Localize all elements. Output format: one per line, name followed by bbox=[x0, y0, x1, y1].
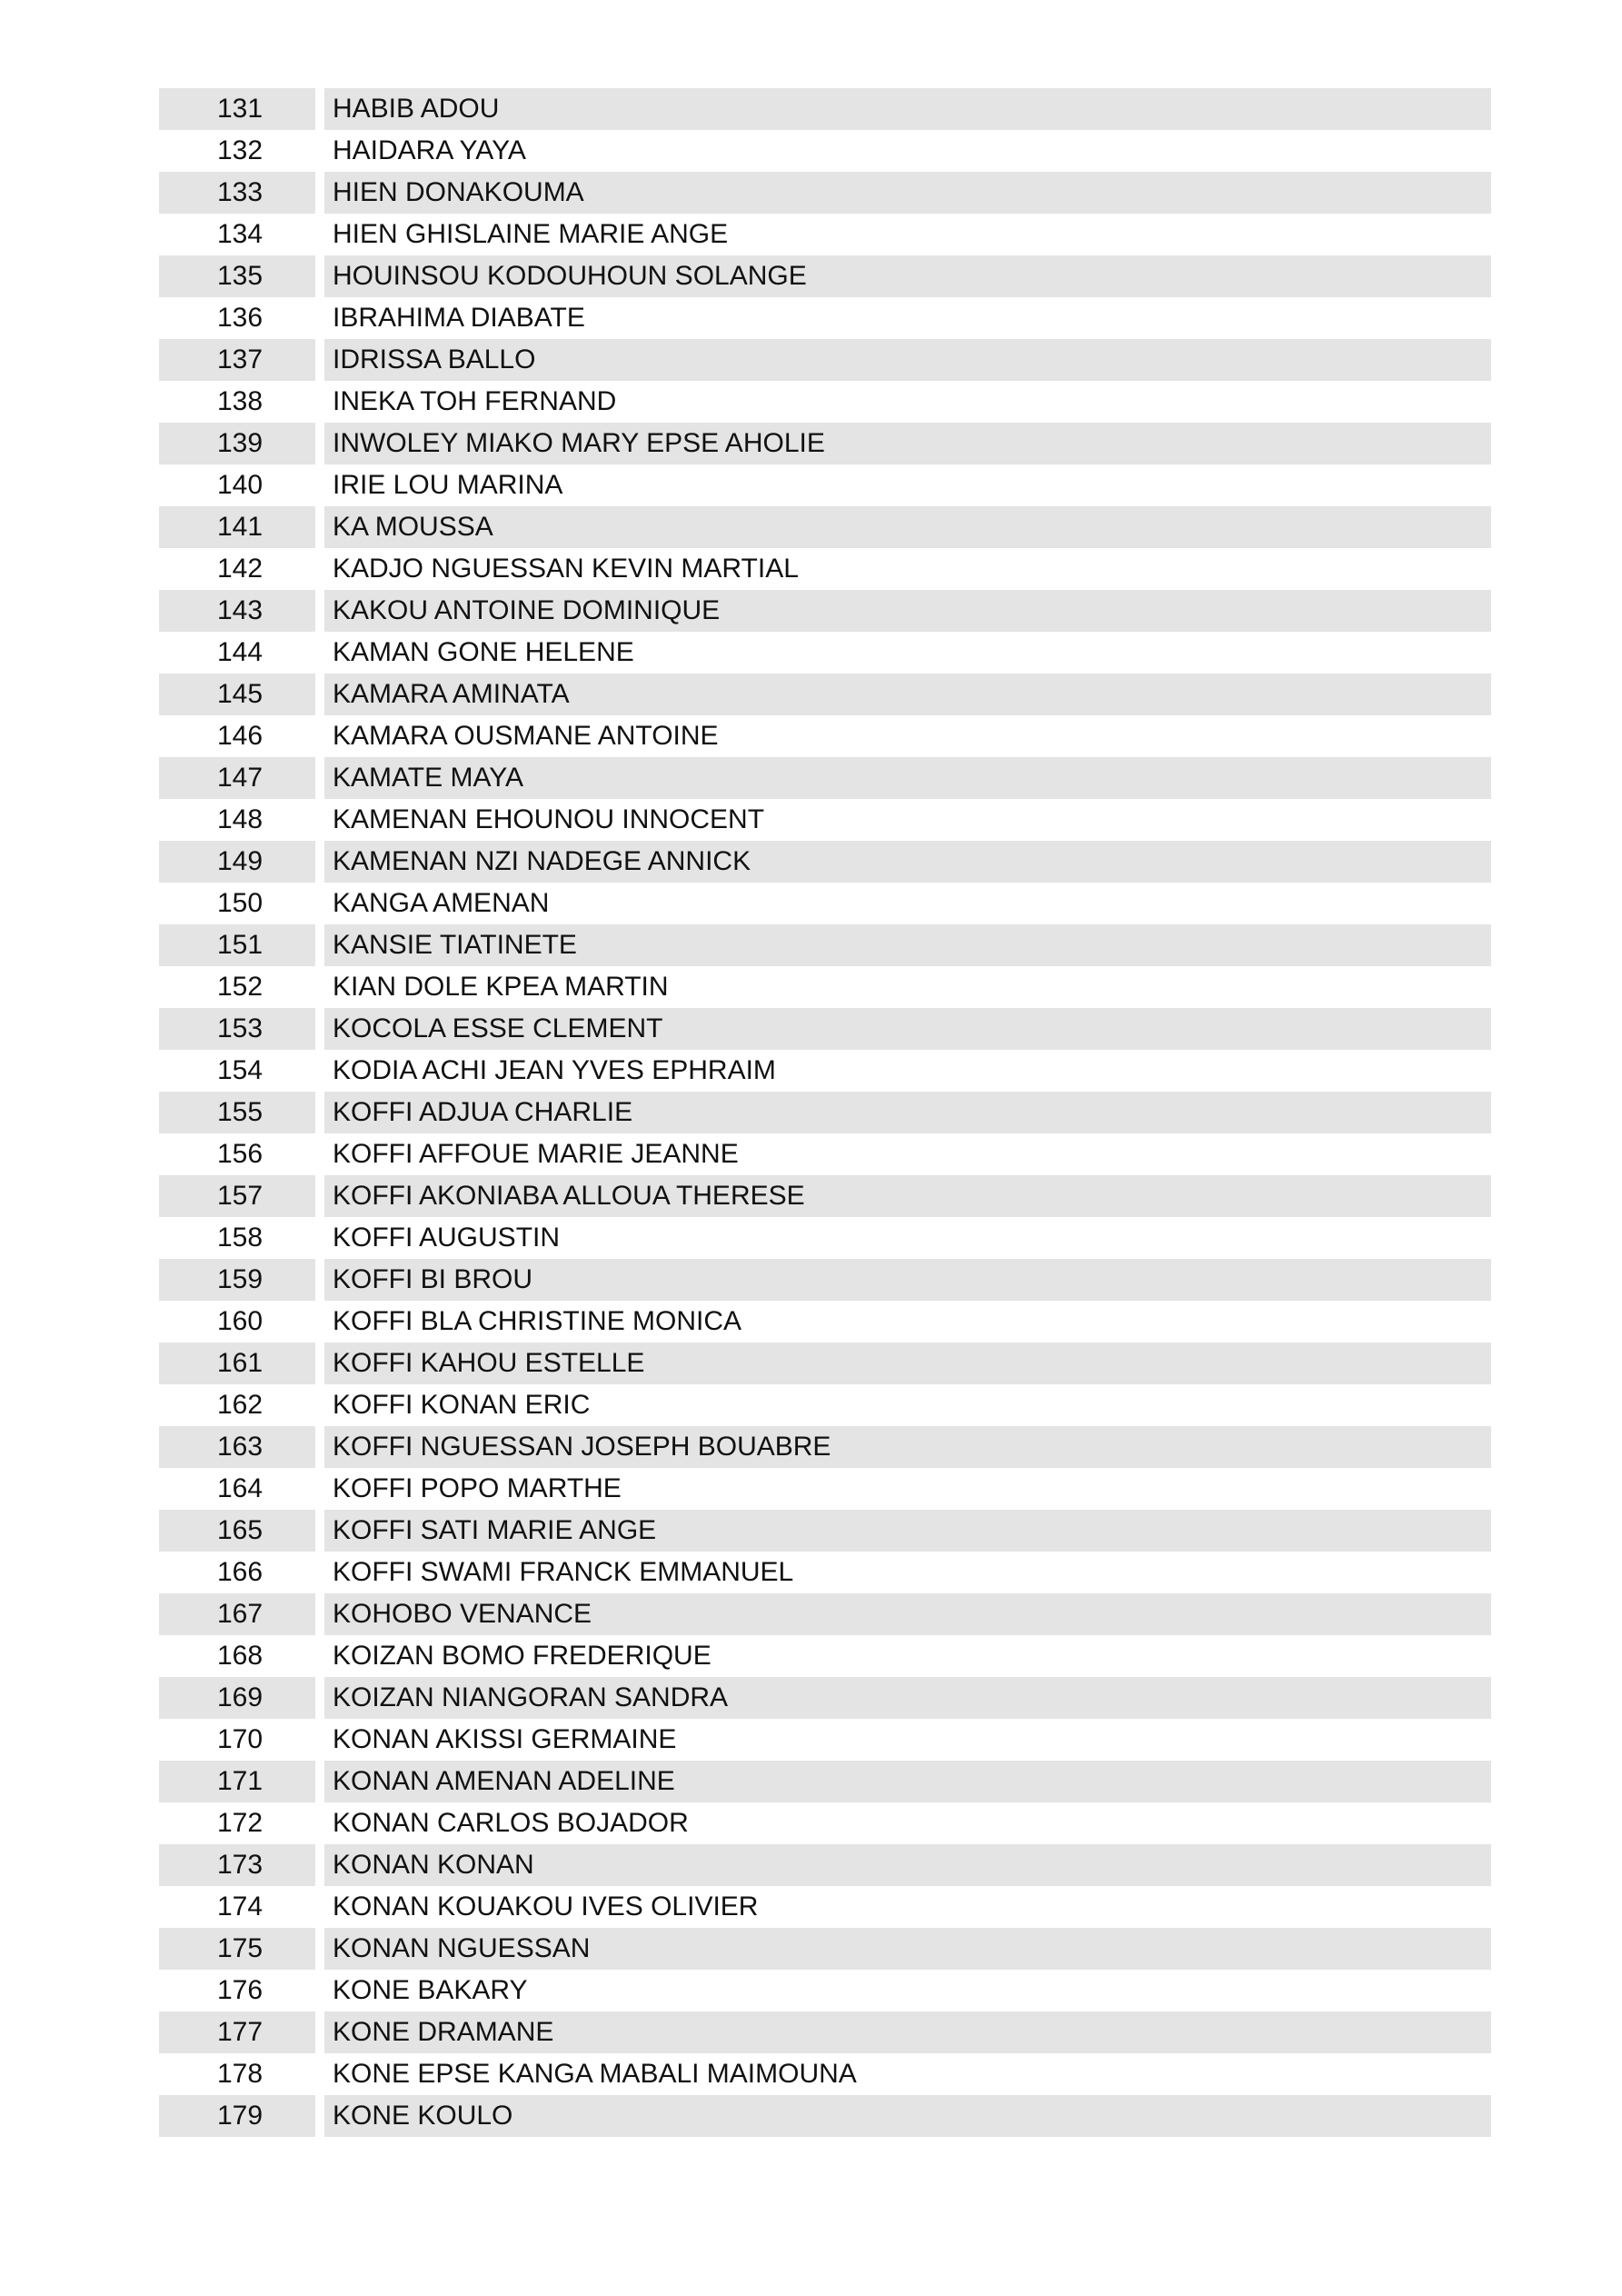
list-item bbox=[159, 1510, 1491, 1552]
entry-number: 176 bbox=[216, 1975, 264, 2005]
entry-number: 157 bbox=[159, 1175, 315, 1217]
list-item bbox=[159, 381, 1491, 423]
entry-name: KONAN NGUESSAN bbox=[324, 1928, 1491, 1970]
list-item bbox=[159, 1468, 1491, 1510]
list-item bbox=[159, 1133, 1491, 1175]
entry-number: 177 bbox=[159, 2011, 315, 2053]
entry-number: 179 bbox=[159, 2095, 315, 2137]
entry-name: KANGA AMENAN bbox=[333, 888, 550, 918]
list-item bbox=[159, 1426, 1491, 1468]
entry-name: KONAN CARLOS BOJADOR bbox=[333, 1808, 689, 1838]
entry-number: 144 bbox=[216, 637, 264, 667]
list-item bbox=[159, 255, 1491, 297]
entry-name: KOFFI BLA CHRISTINE MONICA bbox=[333, 1306, 742, 1336]
entry-name: KONAN AMENAN ADELINE bbox=[324, 1761, 1491, 1802]
list-item bbox=[159, 130, 1491, 172]
entry-name: KOFFI NGUESSAN JOSEPH BOUABRE bbox=[324, 1426, 1491, 1468]
entry-number: 156 bbox=[216, 1139, 264, 1169]
entry-number: 136 bbox=[216, 303, 264, 333]
entry-name: KOFFI KONAN ERIC bbox=[333, 1390, 591, 1420]
entry-name: KOIZAN NIANGORAN SANDRA bbox=[324, 1677, 1491, 1719]
entry-number: 152 bbox=[216, 972, 264, 1002]
entry-number: 164 bbox=[216, 1473, 264, 1503]
entry-name: KOCOLA ESSE CLEMENT bbox=[324, 1008, 1491, 1050]
entry-number: 166 bbox=[216, 1557, 264, 1587]
entry-number: 150 bbox=[216, 888, 264, 918]
entry-number: 133 bbox=[159, 172, 315, 214]
entry-number: 161 bbox=[159, 1343, 315, 1384]
entry-number: 158 bbox=[216, 1223, 264, 1253]
entry-name: KAKOU ANTOINE DOMINIQUE bbox=[324, 590, 1491, 632]
list-item bbox=[159, 297, 1491, 339]
list-item bbox=[159, 1677, 1491, 1719]
entry-number: 139 bbox=[159, 423, 315, 464]
entry-number: 159 bbox=[159, 1259, 315, 1301]
entry-name: KOFFI POPO MARTHE bbox=[333, 1473, 622, 1503]
entry-number: 148 bbox=[216, 804, 264, 834]
entry-number: 170 bbox=[216, 1724, 264, 1754]
list-item bbox=[159, 1635, 1491, 1677]
list-item bbox=[159, 1719, 1491, 1761]
name-list bbox=[159, 88, 1491, 2137]
list-item bbox=[159, 799, 1491, 841]
entry-name: KONAN AKISSI GERMAINE bbox=[333, 1724, 677, 1754]
list-item bbox=[159, 966, 1491, 1008]
entry-name: KOFFI BI BROU bbox=[324, 1259, 1491, 1301]
entry-name: KA MOUSSA bbox=[324, 506, 1491, 548]
entry-number: 140 bbox=[216, 470, 264, 500]
list-item bbox=[159, 2011, 1491, 2053]
entry-number: 149 bbox=[159, 841, 315, 883]
entry-name: HABIB ADOU bbox=[324, 88, 1491, 130]
entry-number: 154 bbox=[216, 1055, 264, 1085]
entry-name: KONE DRAMANE bbox=[324, 2011, 1491, 2053]
entry-name: HOUINSOU KODOUHOUN SOLANGE bbox=[324, 255, 1491, 297]
entry-number: 173 bbox=[159, 1844, 315, 1886]
list-item bbox=[159, 423, 1491, 464]
entry-number: 167 bbox=[159, 1593, 315, 1635]
entry-name: KONAN KONAN bbox=[324, 1844, 1491, 1886]
entry-name: INWOLEY MIAKO MARY EPSE AHOLIE bbox=[324, 423, 1491, 464]
entry-name: INEKA TOH FERNAND bbox=[333, 386, 617, 416]
list-item bbox=[159, 172, 1491, 214]
list-item bbox=[159, 1092, 1491, 1133]
entry-name: KAMENAN EHOUNOU INNOCENT bbox=[333, 804, 765, 834]
entry-number: 178 bbox=[216, 2059, 264, 2089]
entry-name: KODIA ACHI JEAN YVES EPHRAIM bbox=[333, 1055, 776, 1085]
entry-number: 132 bbox=[216, 135, 264, 165]
list-item bbox=[159, 674, 1491, 715]
entry-number: 165 bbox=[159, 1510, 315, 1552]
entry-name: KAMAN GONE HELENE bbox=[333, 637, 634, 667]
list-item bbox=[159, 2095, 1491, 2137]
entry-name: IBRAHIMA DIABATE bbox=[333, 303, 585, 333]
entry-name: HIEN GHISLAINE MARIE ANGE bbox=[333, 219, 729, 249]
entry-name: KOFFI SWAMI FRANCK EMMANUEL bbox=[333, 1557, 794, 1587]
list-item bbox=[159, 883, 1491, 924]
list-item bbox=[159, 1343, 1491, 1384]
entry-name: KAMARA OUSMANE ANTOINE bbox=[333, 721, 719, 751]
list-item bbox=[159, 1802, 1491, 1844]
entry-number: 169 bbox=[159, 1677, 315, 1719]
entry-number: 171 bbox=[159, 1761, 315, 1802]
list-item bbox=[159, 1886, 1491, 1928]
entry-number: 135 bbox=[159, 255, 315, 297]
list-item bbox=[159, 1050, 1491, 1092]
entry-number: 162 bbox=[216, 1390, 264, 1420]
list-item bbox=[159, 1844, 1491, 1886]
entry-name: IRIE LOU MARINA bbox=[333, 470, 563, 500]
entry-number: 131 bbox=[159, 88, 315, 130]
list-item bbox=[159, 548, 1491, 590]
entry-name: KOHOBO VENANCE bbox=[324, 1593, 1491, 1635]
list-item bbox=[159, 1384, 1491, 1426]
list-item bbox=[159, 1552, 1491, 1593]
entry-name: KOFFI AKONIABA ALLOUA THERESE bbox=[324, 1175, 1491, 1217]
entry-number: 134 bbox=[216, 219, 264, 249]
entry-name: IDRISSA BALLO bbox=[324, 339, 1491, 381]
list-item bbox=[159, 506, 1491, 548]
entry-number: 142 bbox=[216, 554, 264, 584]
entry-name: KOFFI AFFOUE MARIE JEANNE bbox=[333, 1139, 739, 1169]
entry-name: KOFFI SATI MARIE ANGE bbox=[324, 1510, 1491, 1552]
entry-number: 141 bbox=[159, 506, 315, 548]
entry-number: 163 bbox=[159, 1426, 315, 1468]
entry-number: 168 bbox=[216, 1641, 264, 1671]
entry-name: KADJO NGUESSAN KEVIN MARTIAL bbox=[333, 554, 799, 584]
entry-name: HAIDARA YAYA bbox=[333, 135, 526, 165]
list-item bbox=[159, 214, 1491, 255]
list-item bbox=[159, 1928, 1491, 1970]
list-item bbox=[159, 1259, 1491, 1301]
list-item bbox=[159, 1301, 1491, 1343]
entry-number: 145 bbox=[159, 674, 315, 715]
entry-name: KOFFI KAHOU ESTELLE bbox=[324, 1343, 1491, 1384]
list-item bbox=[159, 1761, 1491, 1802]
entry-name: KAMATE MAYA bbox=[324, 757, 1491, 799]
entry-number: 138 bbox=[216, 386, 264, 416]
entry-name: KIAN DOLE KPEA MARTIN bbox=[333, 972, 669, 1002]
entry-number: 137 bbox=[159, 339, 315, 381]
list-item bbox=[159, 1217, 1491, 1259]
entry-number: 146 bbox=[216, 721, 264, 751]
entry-number: 153 bbox=[159, 1008, 315, 1050]
entry-name: KONE EPSE KANGA MABALI MAIMOUNA bbox=[333, 2059, 857, 2089]
entry-name: KAMENAN NZI NADEGE ANNICK bbox=[324, 841, 1491, 883]
entry-number: 147 bbox=[159, 757, 315, 799]
entry-name: KOFFI ADJUA CHARLIE bbox=[324, 1092, 1491, 1133]
entry-name: KANSIE TIATINETE bbox=[324, 924, 1491, 966]
list-item bbox=[159, 464, 1491, 506]
entry-name: KOFFI AUGUSTIN bbox=[333, 1223, 561, 1253]
entry-number: 160 bbox=[216, 1306, 264, 1336]
entry-name: KONE KOULO bbox=[324, 2095, 1491, 2137]
entry-name: HIEN DONAKOUMA bbox=[324, 172, 1491, 214]
entry-number: 174 bbox=[216, 1892, 264, 1922]
entry-number: 175 bbox=[159, 1928, 315, 1970]
entry-name: KONAN KOUAKOU IVES OLIVIER bbox=[333, 1892, 759, 1922]
entry-name: KOIZAN BOMO FREDERIQUE bbox=[333, 1641, 711, 1671]
list-item bbox=[159, 757, 1491, 799]
list-item bbox=[159, 88, 1491, 130]
entry-number: 172 bbox=[216, 1808, 264, 1838]
list-item bbox=[159, 841, 1491, 883]
entry-number: 143 bbox=[159, 590, 315, 632]
entry-name: KONE BAKARY bbox=[333, 1975, 528, 2005]
list-item bbox=[159, 339, 1491, 381]
list-item bbox=[159, 715, 1491, 757]
list-item bbox=[159, 632, 1491, 674]
list-item bbox=[159, 1593, 1491, 1635]
list-item bbox=[159, 1175, 1491, 1217]
entry-number: 155 bbox=[159, 1092, 315, 1133]
list-item bbox=[159, 1008, 1491, 1050]
list-item bbox=[159, 590, 1491, 632]
entry-name: KAMARA AMINATA bbox=[324, 674, 1491, 715]
list-item bbox=[159, 1970, 1491, 2011]
list-item bbox=[159, 924, 1491, 966]
list-item bbox=[159, 2053, 1491, 2095]
entry-number: 151 bbox=[159, 924, 315, 966]
